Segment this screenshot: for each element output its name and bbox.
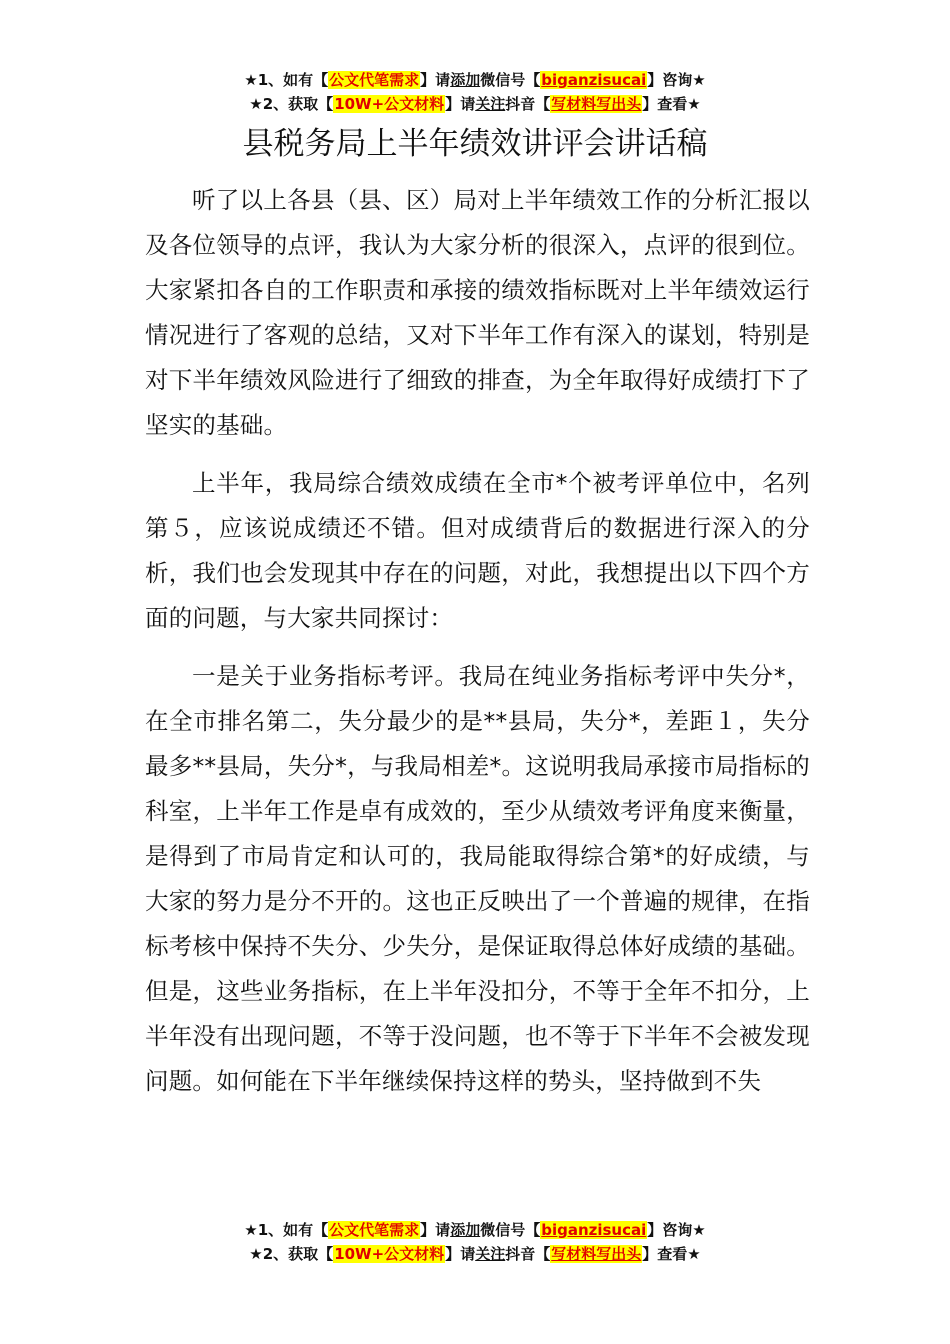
header-banner (0, 68, 950, 116)
footer-banner (0, 1218, 950, 1266)
banner-text: 】查看★ (642, 95, 701, 113)
paragraph: 上半年，我局综合绩效成绩在全市*个被考评单位中，名列第５，应该说成绩还不错。但对成绩背后的数据进行深入的分析，我们也会发现其中存在的问题，对此，我想提出以下四个方面的问题，与大家共同探讨： (145, 469, 810, 632)
paragraph: 听了以上各县（县、区）局对上半年绩效工作的分析汇报以及各位领导的点评，我认为大家分析的很深入，点评的很到位。大家紧扣各自的工作职责和承接的绩效指标既对上半年绩效运行情况进行了客观的总结，又对下半年工作有深入的谋划，特别是对下半年绩效风险进行了细致的排查，为全年取得好成绩打下了坚实的基础。 (145, 186, 810, 439)
banner-line-1 (0, 1218, 950, 1242)
banner-text: 微信号【 (480, 1221, 541, 1239)
banner-text: 】请 (420, 71, 451, 89)
banner-highlight: 公文代笔需求 (329, 71, 420, 89)
banner-text: ★1、如有【 (244, 71, 329, 89)
document-body (145, 178, 810, 1117)
banner-highlight: 公文代笔需求 (329, 1221, 420, 1239)
document-title: 县税务局上半年绩效讲评会讲话稿 (242, 126, 708, 162)
banner-text: ★2、获取【 (249, 95, 334, 113)
banner-text: 抖音【 (505, 1245, 551, 1263)
banner-text: ★2、获取【 (249, 1245, 334, 1263)
banner-text: 微信号【 (480, 71, 541, 89)
banner-text: 】请 (445, 95, 476, 113)
banner-text: 】咨询★ (647, 1221, 706, 1239)
banner-text: ★1、如有【 (244, 1221, 329, 1239)
banner-highlight: 10W+公文材料 (334, 95, 445, 113)
banner-line-2 (0, 1242, 950, 1266)
banner-text: 】请 (420, 1221, 451, 1239)
banner-highlight: 写材料写出头 (551, 1245, 642, 1263)
banner-underline: 关注 (475, 1245, 506, 1263)
banner-text: 】查看★ (642, 1245, 701, 1263)
banner-highlight: 10W+公文材料 (334, 1245, 445, 1263)
paragraph: 一是关于业务指标考评。我局在纯业务指标考评中失分*，在全市排名第二，失分最少的是**县局，失分*，差距１，失分最多**县局，失分*，与我局相差*。这说明我局承接市局指标的科室，上半年工作是卓有成效的，至少从绩效考评角度来衡量，是得到了市局肯定和认可的，我局能取得综合第*的好成绩，与大家的努力是分不开的。这也正反映出了一个普遍的规律，在指标考核中保持不失分、少失分，是保证取得总体好成绩的基础。但是，这些业务指标，在上半年没扣分，不等于全年不扣分，上半年没有出现问题，不等于没问题，也不等于下半年不会被发现问题。如何能在下半年继续保持这样的势头，坚持做到不失 (145, 662, 810, 1095)
banner-line-2 (0, 92, 950, 116)
banner-text: 】咨询★ (647, 71, 706, 89)
banner-highlight: 写材料写出头 (551, 95, 642, 113)
banner-line-1 (0, 68, 950, 92)
banner-underline: 添加 (450, 71, 481, 89)
banner-highlight: biganzisucai (541, 1221, 647, 1239)
banner-text: 抖音【 (505, 95, 551, 113)
banner-highlight: biganzisucai (541, 71, 647, 89)
banner-underline: 添加 (450, 1221, 481, 1239)
banner-underline: 关注 (475, 95, 506, 113)
banner-text: 】请 (445, 1245, 476, 1263)
